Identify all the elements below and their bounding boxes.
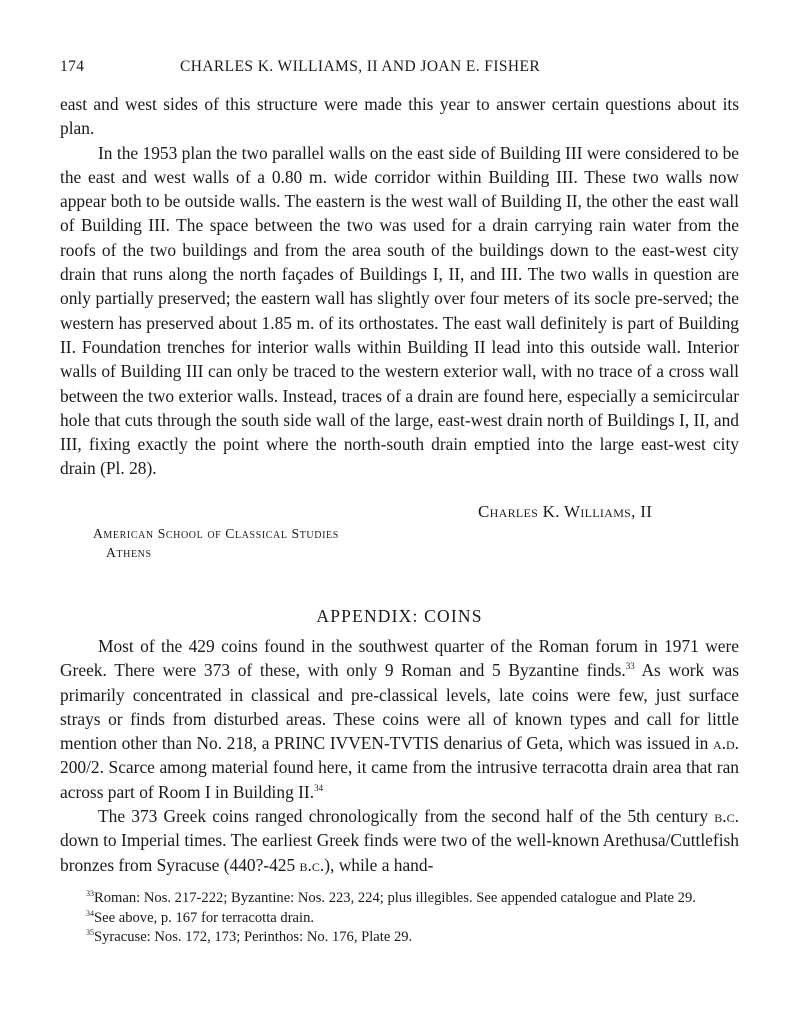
footnote-ref[interactable]: 34 <box>314 782 324 793</box>
paragraph: In the 1953 plan the two parallel walls on the east side of Building III were considered to be the east and west walls of a 0.80 m. wide corridor within Building III. These two walls now appear both to be outside walls. The eastern is the west wall of Building II, the other the east wall of Building III. The space between the two was used for a drain carrying rain water from the roofs of the two buildings and from the area south of the buildings down to the east-west city drain that runs along the north façades of Buildings I, II, and III. The two walls in question are only partially preserved; the eastern wall has slightly over four meters of its socle pre-served; the western has preserved about 1.85 m. of its orthostates. The east wall definitely is part of Building II. Foundation trenches for interior walls within Building II lead into this outside wall. Interior walls of Building III can only be traced to the western exterior wall, with no trace of a cross wall between the two exterior walls. Instead, traces of a drain are found here, especially a semicircular hole that cuts through the south side wall of the large, east-west drain north of Buildings I, II, and III, fixing exactly the point where the north-south drain emptied into the large east-west city drain (Pl. 28). <box>60 142 739 479</box>
paragraph: east and west sides of this structure were made this year to answer certain questions about its plan. <box>60 94 739 139</box>
page-number: 174 <box>60 58 85 75</box>
author-signature: Charles K. Williams, II <box>478 502 653 521</box>
appendix-text <box>60 634 739 877</box>
footnote: $^{33}$Roman: Nos. 217-222; Byzantine: Nos. 223, 224; plus illegibles. See appended catalogue and Plate 29. <box>86 889 696 906</box>
running-title: CHARLES K. WILLIAMS, II AND JOAN E. FISHER <box>180 58 541 75</box>
body-text-section <box>60 92 739 481</box>
paragraph: The 373 Greek coins ranged chronologically from the second half of the 5th century b.c. down to Imperial times. The earliest Greek finds were two of the well-known Arethusa/Cuttlefish bronzes from Syracuse (440?-425 b.c.), while a hand- <box>60 806 739 875</box>
institution-name: American School of Classical Studies <box>93 526 339 541</box>
institution-city: Athens <box>106 545 152 560</box>
footnote: $^{35}$Syracuse: Nos. 172, 173; Perinthos: No. 176, Plate 29. <box>86 928 413 946</box>
institution-block <box>93 524 339 562</box>
footnotes <box>60 889 739 948</box>
appendix-title: APPENDIX: COINS <box>316 606 483 626</box>
running-header <box>60 58 740 80</box>
paragraph: Most of the 429 coins found in the southwest quarter of the Roman forum in 1971 were Greek. There were 373 of these, with only 9 Roman and 5 Byzantine finds.$^{33}$ As work was primarily concentrated in classical and pre-classical levels, late coins were few, just surface strays or finds from disturbed areas. These coins were all of known types and call for little mention other than No. 218, a PRINC IVVEN-TVTIS denarius of Geta, which was issued in a.d. 200/2. Scarce among material found here, it came from the intrusive terracotta drain area that ran across part of Room I in Building II.$^{34}$ <box>60 636 739 802</box>
footnote-ref[interactable]: 33 <box>625 661 635 672</box>
footnote: $^{34}$See above, p. 167 for terracotta drain. <box>86 908 315 926</box>
